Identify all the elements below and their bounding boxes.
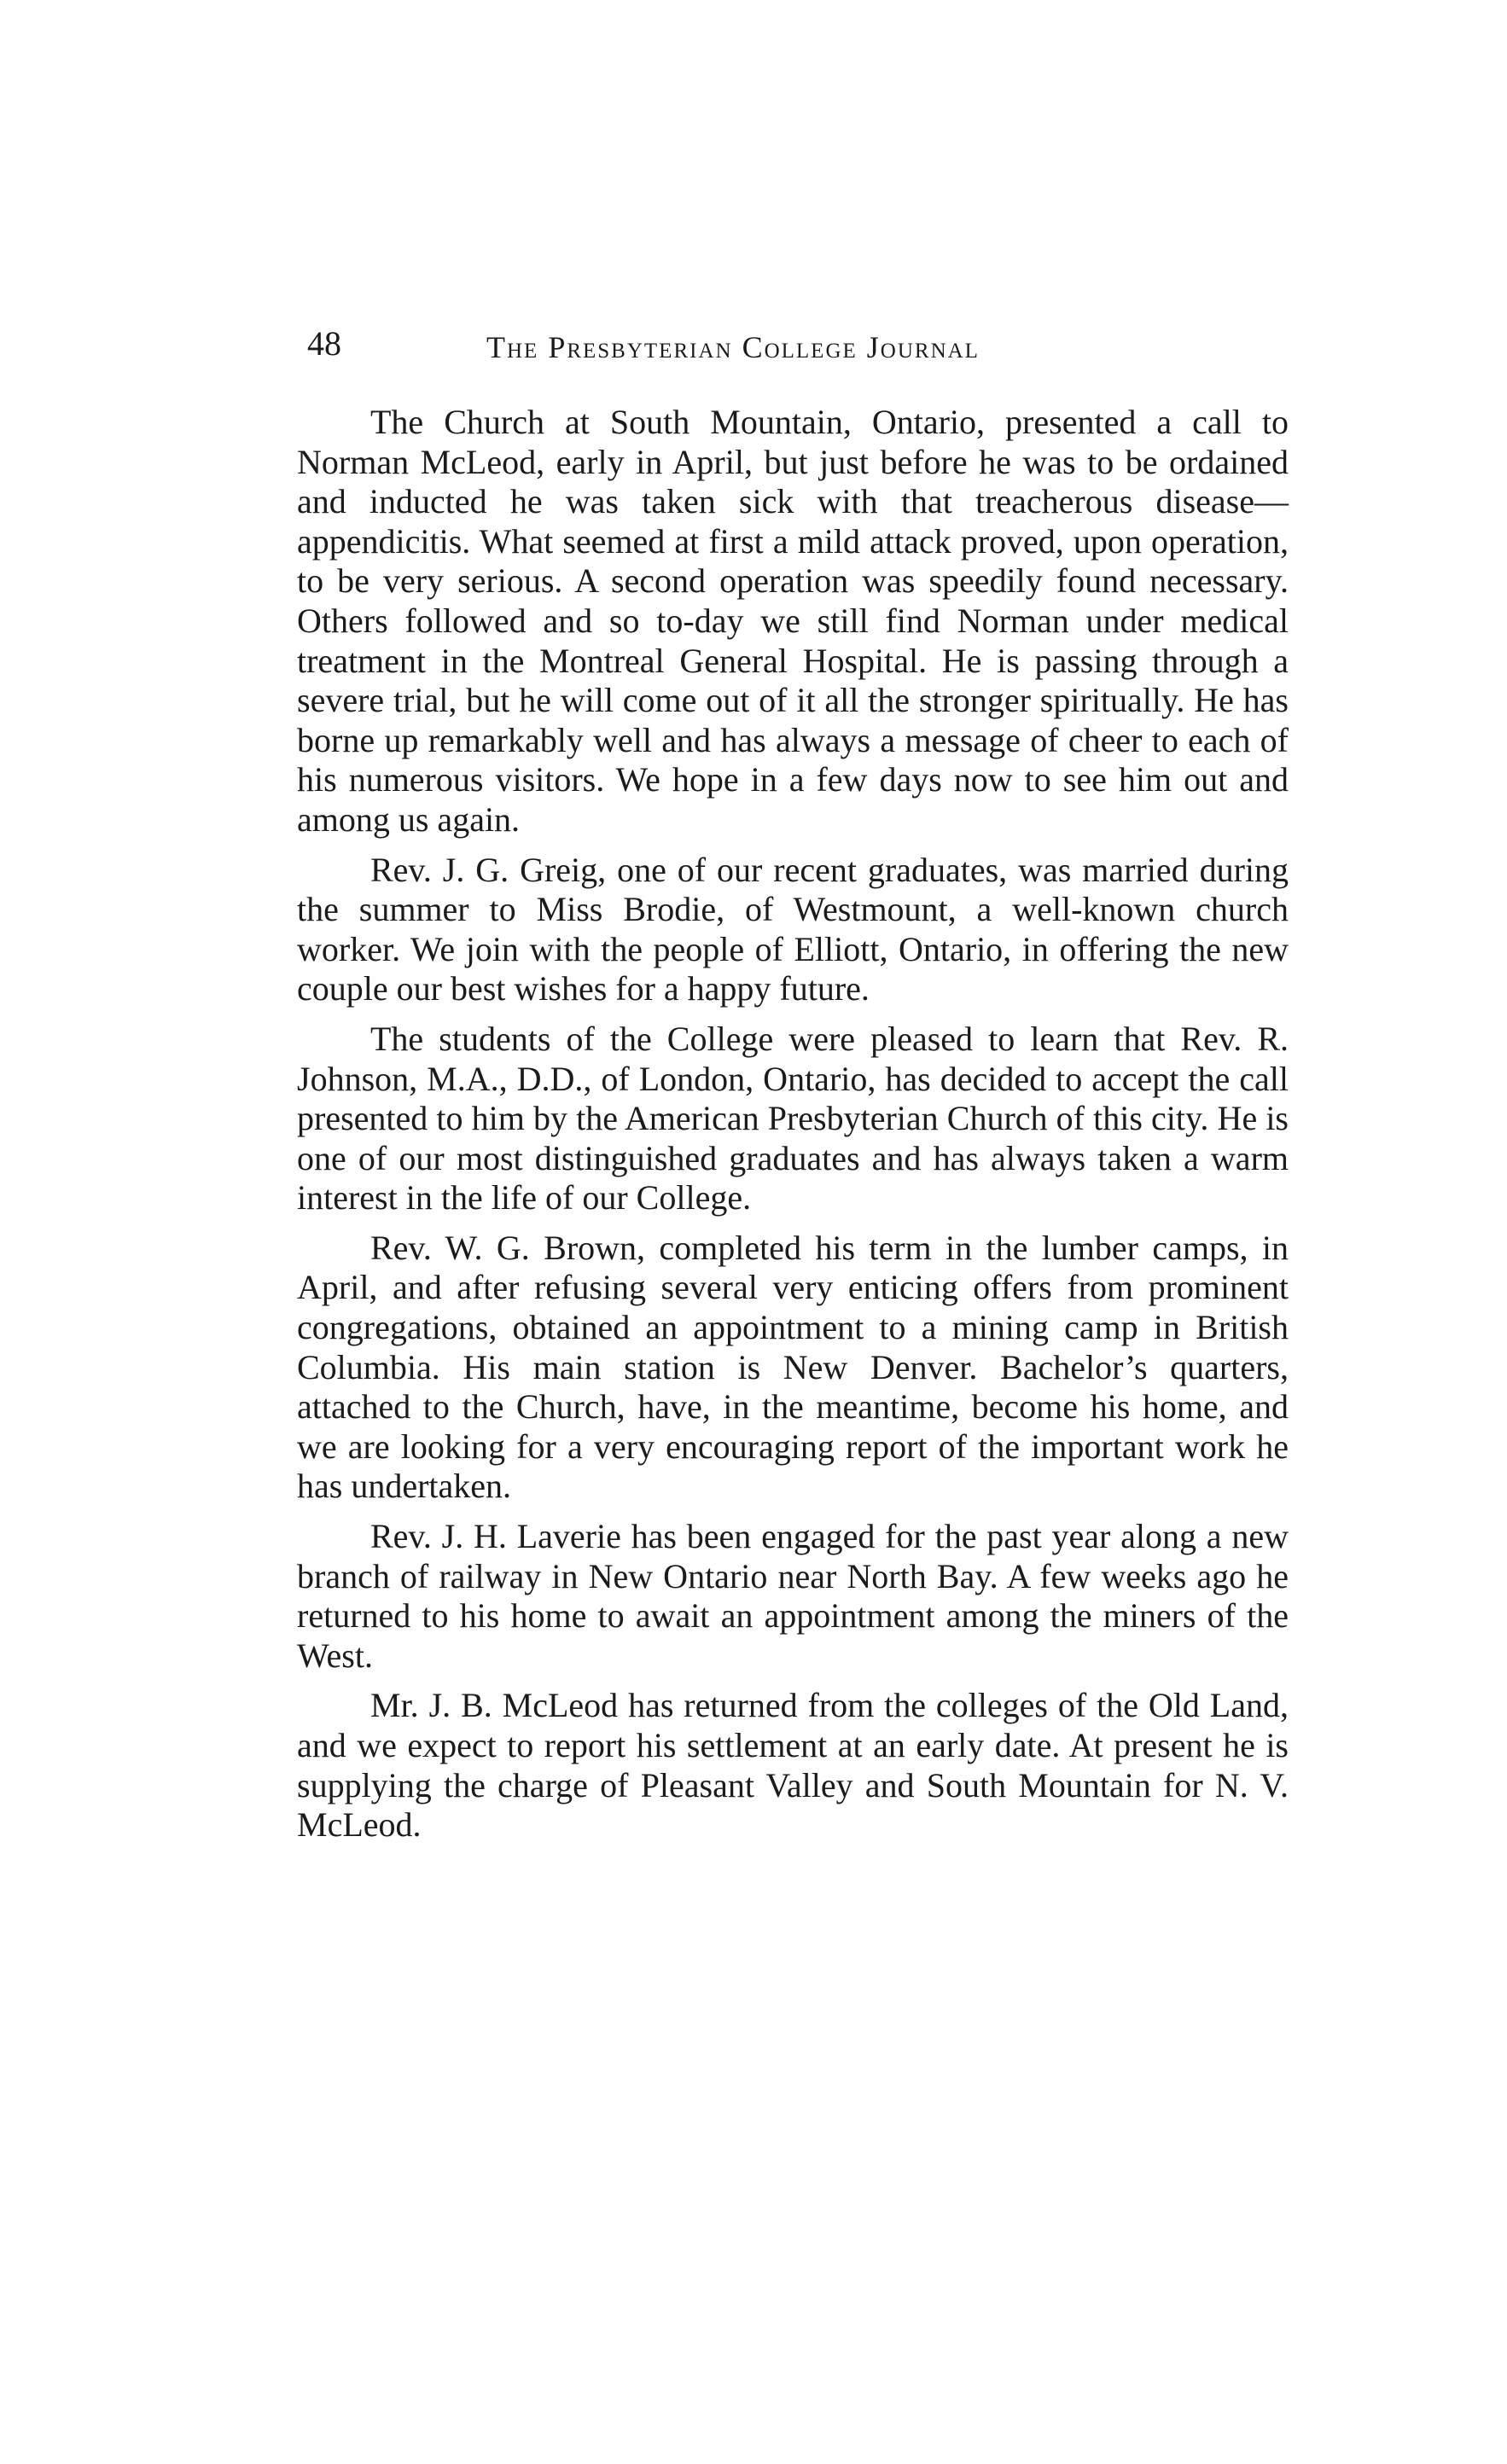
- paragraph-johnson: The students of the College were pleased to learn that Rev. R. Johnson, M.A., D.D., of London, Ontario, has decided to accept the call presented to him by the American Presbyterian Church of this city. He is one of our most distinguished graduates and has always taken a warm interest in the life of our College.: [297, 1019, 1289, 1217]
- paragraph-mcleod: Mr. J. B. McLeod has returned from the colleges of the Old Land, and we expect to report his settlement at an early date. At present he is supplying the charge of Pleasant Valley and South Mountain for N. V. McLeod.: [297, 1686, 1289, 1845]
- paragraph-south-mountain: The Church at South Mountain, Ontario, presented a call to Norman McLeod, early in April, but just before he was to be ordained and inducted he was taken sick with that treacherous disease—appendicitis. What seemed at first a mild attack proved, upon operation, to be very serious. A second operation was speedily found necessary. Others followed and so to-day we still find Norman under medical treatment in the Montreal General Hospital. He is passing through a severe trial, but he will come out of it all the stronger spiritually. He has borne up remarkably well and has always a message of cheer to each of his numerous visitors. We hope in a few days now to see him out and among us again.: [297, 403, 1289, 839]
- paragraph-brown: Rev. W. G. Brown, completed his term in the lumber camps, in April, and after refusing several very enticing offers from prominent congregations, obtained an appointment to a mining camp in British Columbia. His main station is New Denver. Bachelor’s quarters, attached to the Church, have, in the meantime, become his home, and we are looking for a very encouraging report of the important work he has undertaken.: [297, 1228, 1289, 1506]
- page-number: 48: [307, 324, 341, 363]
- page-header: [307, 314, 1178, 374]
- running-title: The Presbyterian College Journal: [486, 330, 980, 364]
- paragraph-greig: Rev. J. G. Greig, one of our recent graduates, was married during the summer to Miss Brodie, of Westmount, a well-known church worker. We join with the people of Elliott, Ontario, in offering the new couple our best wishes for a happy future.: [297, 850, 1289, 1008]
- article-body: [297, 403, 1289, 1845]
- paragraph-laverie: Rev. J. H. Laverie has been engaged for the past year along a new branch of railway in New Ontario near North Bay. A few weeks ago he returned to his home to await an appointment among the miners of the West.: [297, 1517, 1289, 1675]
